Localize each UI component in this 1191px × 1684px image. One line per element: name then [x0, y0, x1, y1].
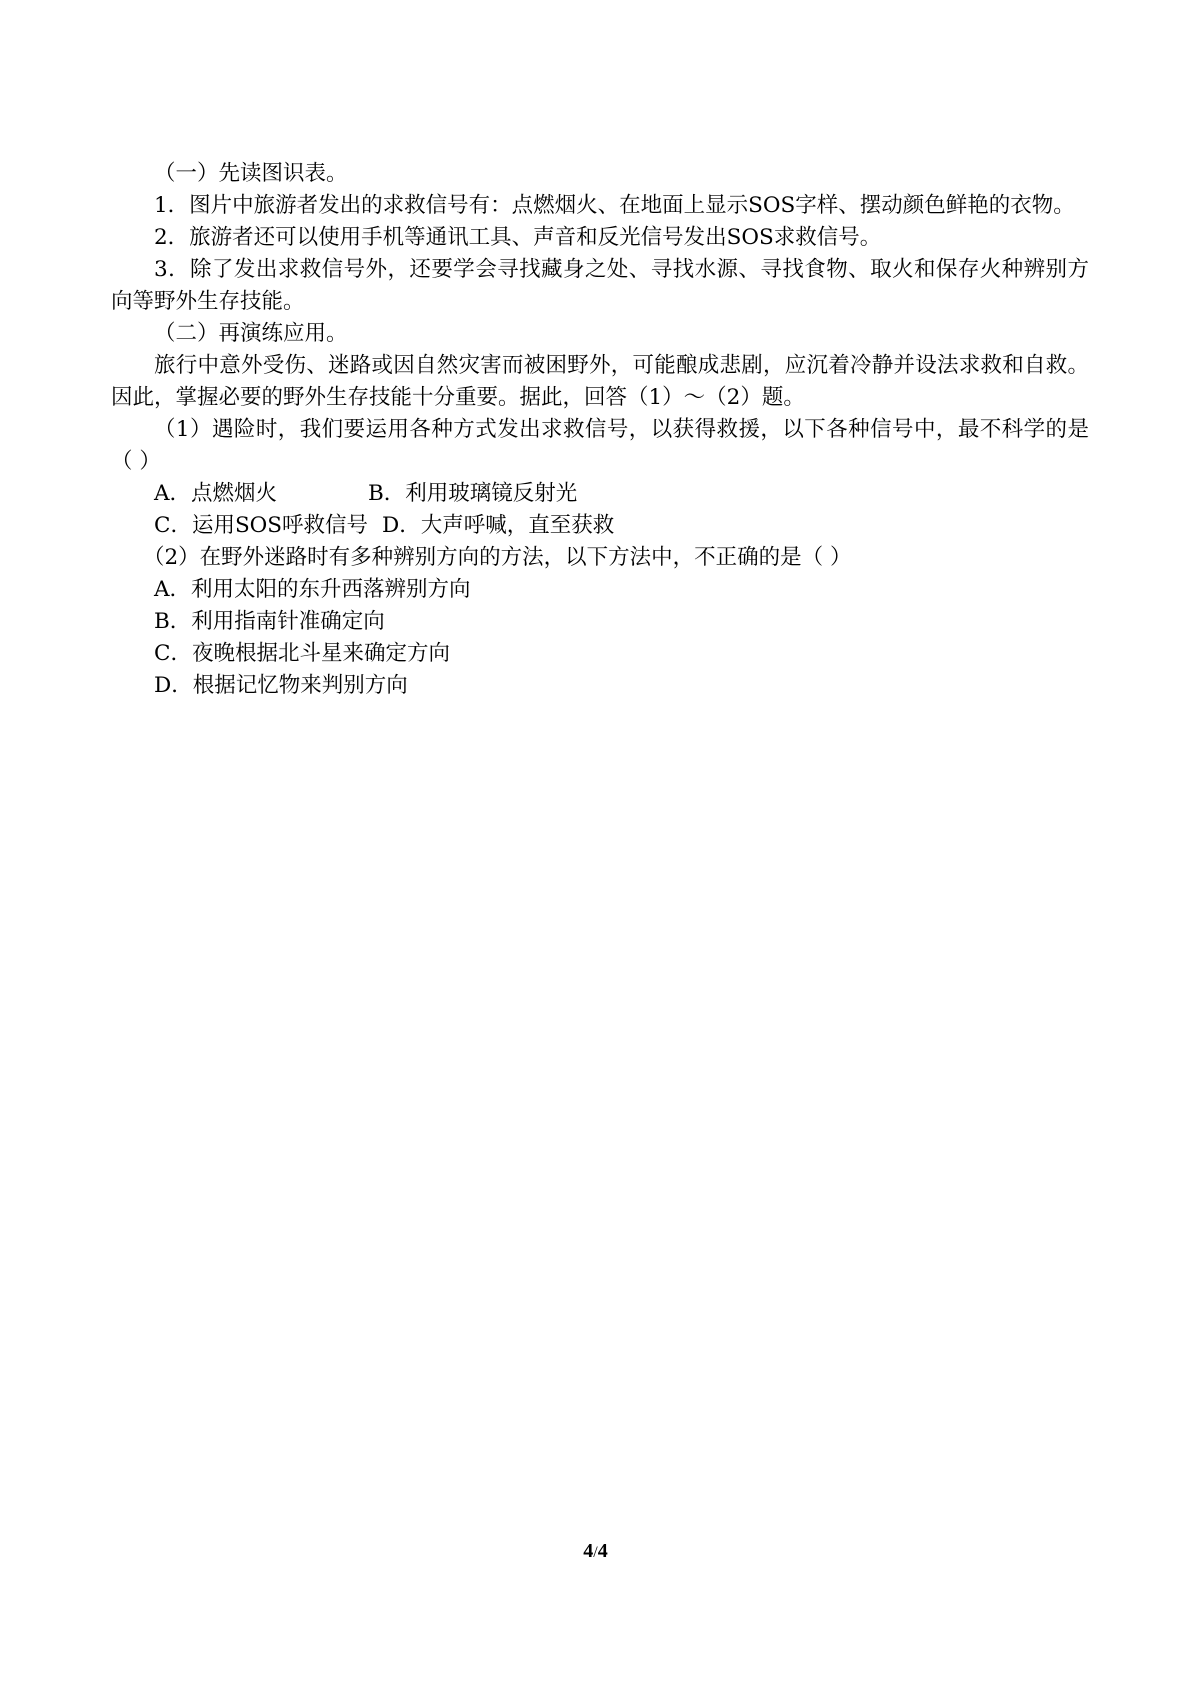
section1-heading: （一）先读图识表。	[154, 161, 348, 186]
page-separator: /	[593, 1544, 598, 1561]
question-1-options-row-2	[111, 510, 1089, 542]
section2-intro: 旅行中意外受伤、迷路或因自然灾害而被困野外，可能酿成悲剧，应沉着冷静并设法求救和自救。因此，掌握必要的野外生存技能十分重要。据此，回答（1）～（2）题。	[111, 353, 1089, 410]
page-number	[0, 1540, 1191, 1563]
question-1-option-c: C．运用SOS呼救信号	[154, 513, 369, 538]
page-total: 4	[597, 1540, 608, 1562]
question-1-option-a: A．点燃烟火	[154, 481, 278, 506]
question-1-stem: （1）遇险时，我们要运用各种方式发出求救信号，以获得救援，以下各种信号中，最不科学的是（ ）	[111, 417, 1089, 474]
section1-item-2: 2．旅游者还可以使用手机等通讯工具、声音和反光信号发出SOS求救信号。	[154, 225, 882, 250]
question-2-option-b: B．利用指南针准确定向	[154, 609, 385, 634]
section1-item-1: 1．图片中旅游者发出的求救信号有：点燃烟火、在地面上显示SOS字样、摆动颜色鲜艳的衣物。	[154, 193, 1075, 218]
document-body	[111, 158, 1089, 702]
question-1-options-row-1	[111, 478, 1089, 510]
question-1-option-d: D．大声呼喊，直至获救	[382, 513, 615, 538]
section2-heading: （二）再演练应用。	[154, 321, 348, 346]
question-2-stem: （2）在野外迷路时有多种辨别方向的方法，以下方法中，不正确的是（ ）	[143, 545, 852, 570]
question-2-option-a: A．利用太阳的东升西落辨别方向	[154, 577, 471, 602]
question-2-option-d: D．根据记忆物来判别方向	[154, 673, 408, 698]
page-current: 4	[583, 1540, 594, 1562]
section1-item-3: 3．除了发出求救信号外，还要学会寻找藏身之处、寻找水源、寻找食物、取火和保存火种辨别方向等野外生存技能。	[111, 257, 1089, 314]
question-1-option-b: B．利用玻璃镜反射光	[368, 481, 578, 506]
question-2-option-c: C．夜晚根据北斗星来确定方向	[154, 641, 450, 666]
